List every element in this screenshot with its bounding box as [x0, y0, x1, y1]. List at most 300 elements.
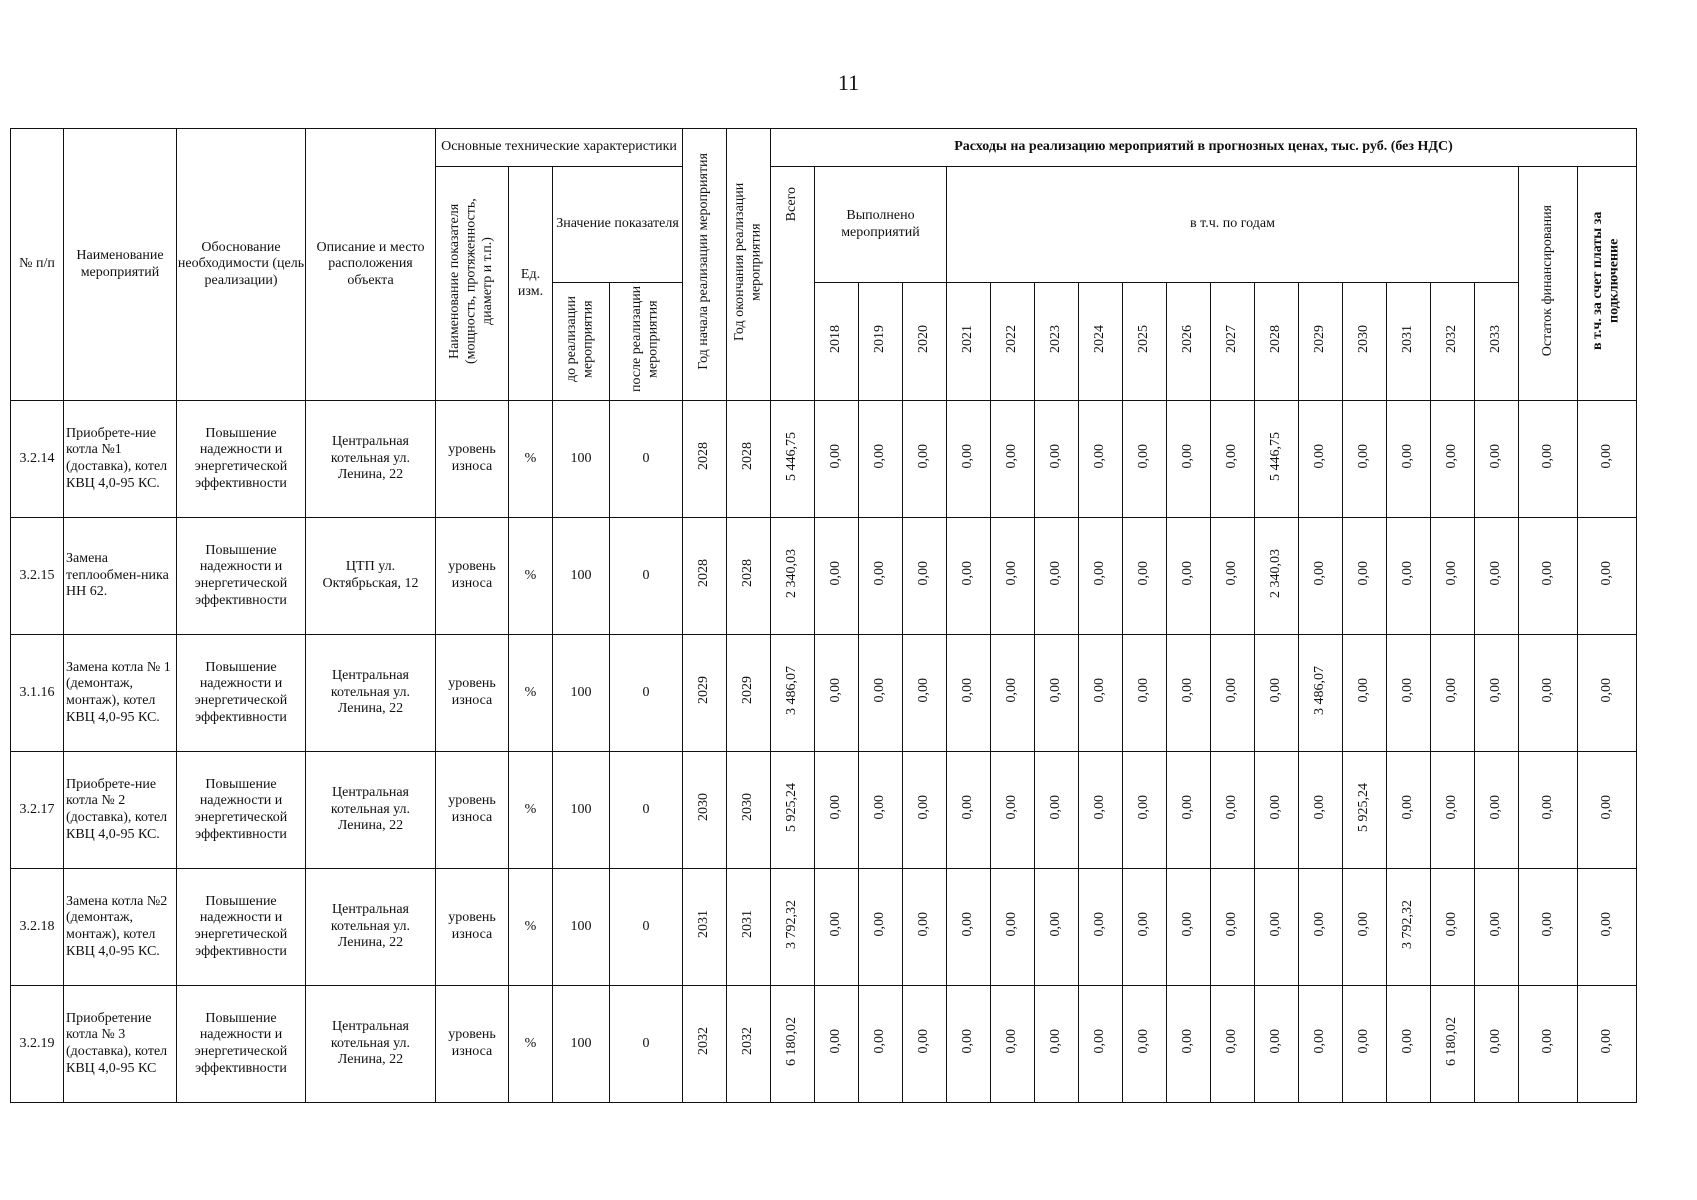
- cell-year-2032-text: 0,00: [1444, 560, 1460, 586]
- cell-year-2027-text: 0,00: [1224, 911, 1240, 937]
- header-year-2027-text: 2027: [1224, 324, 1240, 353]
- cell-after: 0: [610, 518, 683, 635]
- cell-year-2024: [1079, 986, 1123, 1103]
- cell-year-2033: [1475, 869, 1519, 986]
- cell-year-2021: [947, 752, 991, 869]
- cell-start-year-text: 2031: [696, 910, 712, 939]
- cell-connection-text: 0,00: [1598, 677, 1614, 703]
- cell-year-2021: [947, 518, 991, 635]
- cell-num: 3.2.17: [11, 752, 64, 869]
- cell-connection: [1578, 752, 1637, 869]
- cell-year-2031-text: 0,00: [1400, 560, 1416, 586]
- header-year-2027: [1211, 283, 1255, 401]
- cell-year-2023: [1035, 518, 1079, 635]
- cell-year-2026: [1167, 518, 1211, 635]
- cell-remaining: [1519, 986, 1578, 1103]
- table-row: [11, 752, 1637, 869]
- table-header: [11, 129, 1637, 401]
- cell-year-2029: [1299, 635, 1343, 752]
- table-row: [11, 401, 1637, 518]
- cell-done-2018-text: 0,00: [828, 443, 844, 469]
- cell-year-2024: [1079, 869, 1123, 986]
- cell-year-2029-text: 0,00: [1312, 911, 1328, 937]
- cell-year-2021-text: 0,00: [960, 794, 976, 820]
- cell-year-2021: [947, 986, 991, 1103]
- cell-remaining-text: 0,00: [1539, 677, 1555, 703]
- cell-year-2026: [1167, 635, 1211, 752]
- header-start-year-text: Год начала реализации мероприятия: [696, 153, 712, 371]
- cell-year-2030-text: 0,00: [1356, 560, 1372, 586]
- cell-year-2021-text: 0,00: [960, 911, 976, 937]
- cell-year-2025: [1123, 869, 1167, 986]
- cell-done-2020-text: 0,00: [916, 560, 932, 586]
- cell-year-2030-text: 0,00: [1356, 1028, 1372, 1054]
- cell-year-2028-text: 0,00: [1268, 794, 1284, 820]
- cell-year-2023: [1035, 869, 1079, 986]
- header-remaining-text: Остаток финансирования: [1539, 205, 1555, 357]
- cell-year-2033: [1475, 752, 1519, 869]
- cell-unit: %: [509, 635, 553, 752]
- header-before-text: до реализации мероприятия: [564, 295, 596, 382]
- cell-total-text: 5 446,75: [784, 431, 800, 481]
- cell-year-2024: [1079, 635, 1123, 752]
- cell-done-2018-text: 0,00: [828, 1028, 844, 1054]
- header-description: Описание и место расположения объекта: [306, 129, 436, 401]
- header-num: № п/п: [11, 129, 64, 401]
- cell-done-2020-text: 0,00: [916, 794, 932, 820]
- cell-end-year: [727, 986, 771, 1103]
- cell-year-2022-text: 0,00: [1004, 911, 1020, 937]
- cell-year-2021-text: 0,00: [960, 677, 976, 703]
- cell-year-2033-text: 0,00: [1488, 911, 1504, 937]
- cell-after: 0: [610, 401, 683, 518]
- cell-year-2027-text: 0,00: [1224, 443, 1240, 469]
- header-year-2022-text: 2022: [1004, 324, 1020, 353]
- header-total-text: Всего: [784, 187, 800, 222]
- cell-year-2026-text: 0,00: [1180, 794, 1196, 820]
- cell-start-year: [683, 986, 727, 1103]
- cell-year-2022: [991, 986, 1035, 1103]
- cell-year-2025-text: 0,00: [1136, 911, 1152, 937]
- cell-year-2025: [1123, 752, 1167, 869]
- cell-total-text: 5 925,24: [784, 782, 800, 832]
- cell-year-2026-text: 0,00: [1180, 1028, 1196, 1054]
- cell-end-year: [727, 401, 771, 518]
- cell-name: Приобрете-ние котла №1 (доставка), котел КВЦ 4,0-95 КС.: [64, 401, 177, 518]
- cell-year-2030: [1343, 518, 1387, 635]
- cell-year-2022-text: 0,00: [1004, 677, 1020, 703]
- cell-done-2018-text: 0,00: [828, 794, 844, 820]
- cell-done-2020-text: 0,00: [916, 911, 932, 937]
- cell-total: [771, 635, 815, 752]
- header-remaining: [1519, 167, 1578, 401]
- cell-done-2019: [859, 869, 903, 986]
- cell-year-2022-text: 0,00: [1004, 443, 1020, 469]
- cell-done-2018: [815, 635, 859, 752]
- header-year-2020-text: 2020: [916, 324, 932, 353]
- cell-year-2024-text: 0,00: [1092, 560, 1108, 586]
- header-year-2021-text: 2021: [960, 324, 976, 353]
- cell-year-2033-text: 0,00: [1488, 677, 1504, 703]
- cell-year-2024-text: 0,00: [1092, 911, 1108, 937]
- cell-year-2028-text: 5 446,75: [1268, 431, 1284, 481]
- header-year-2020: [903, 283, 947, 401]
- cell-done-2019-text: 0,00: [872, 560, 888, 586]
- header-year-2026-text: 2026: [1180, 324, 1196, 353]
- header-year-2024-text: 2024: [1092, 324, 1108, 353]
- cell-description: ЦТП ул. Октябрьская, 12: [306, 518, 436, 635]
- cell-year-2022: [991, 752, 1035, 869]
- cell-done-2020: [903, 752, 947, 869]
- cell-year-2033-text: 0,00: [1488, 560, 1504, 586]
- header-year-2029: [1299, 283, 1343, 401]
- cell-year-2031: [1387, 986, 1431, 1103]
- cell-year-2032: [1431, 986, 1475, 1103]
- cell-remaining: [1519, 518, 1578, 635]
- header-year-2019: [859, 283, 903, 401]
- cell-year-2032-text: 0,00: [1444, 794, 1460, 820]
- cell-year-2031: [1387, 869, 1431, 986]
- cell-year-2033: [1475, 635, 1519, 752]
- cell-start-year: [683, 752, 727, 869]
- cell-year-2029: [1299, 986, 1343, 1103]
- cell-indicator: уровень износа: [436, 401, 509, 518]
- cell-end-year: [727, 869, 771, 986]
- cell-done-2020: [903, 869, 947, 986]
- cell-num: 3.2.14: [11, 401, 64, 518]
- header-year-2030: [1343, 283, 1387, 401]
- cell-start-year: [683, 401, 727, 518]
- cell-done-2019-text: 0,00: [872, 443, 888, 469]
- cell-description: Центральная котельная ул. Ленина, 22: [306, 635, 436, 752]
- cell-year-2025-text: 0,00: [1136, 677, 1152, 703]
- cell-year-2032: [1431, 635, 1475, 752]
- cell-done-2020-text: 0,00: [916, 443, 932, 469]
- cell-year-2028: [1255, 986, 1299, 1103]
- cell-year-2021: [947, 635, 991, 752]
- cell-justification: Повышение надежности и энергетической эффективности: [177, 869, 306, 986]
- cell-year-2029-text: 0,00: [1312, 794, 1328, 820]
- header-name: Наименование мероприятий: [64, 129, 177, 401]
- header-unit: Ед. изм.: [509, 167, 553, 401]
- header-value-group: Значение показателя: [553, 167, 683, 283]
- cell-end-year: [727, 518, 771, 635]
- cell-year-2025: [1123, 986, 1167, 1103]
- cell-year-2031: [1387, 752, 1431, 869]
- header-year-2025: [1123, 283, 1167, 401]
- header-year-2033: [1475, 283, 1519, 401]
- cell-before: 100: [553, 752, 610, 869]
- header-costs-group: Расходы на реализацию мероприятий в прогнозных ценах, тыс. руб. (без НДС): [771, 129, 1637, 167]
- header-after-text: после реализации мероприятия: [629, 285, 661, 392]
- header-indicator-name: [436, 167, 509, 401]
- cell-year-2029-text: 0,00: [1312, 443, 1328, 469]
- cell-year-2023-text: 0,00: [1048, 911, 1064, 937]
- cell-remaining: [1519, 401, 1578, 518]
- cell-year-2023-text: 0,00: [1048, 677, 1064, 703]
- cell-year-2032: [1431, 401, 1475, 518]
- cell-year-2025: [1123, 401, 1167, 518]
- cell-year-2022: [991, 869, 1035, 986]
- cell-end-year: [727, 635, 771, 752]
- cell-done-2020: [903, 635, 947, 752]
- header-year-2032: [1431, 283, 1475, 401]
- cell-year-2029: [1299, 869, 1343, 986]
- cell-year-2031: [1387, 518, 1431, 635]
- cell-end-year-text: 2028: [740, 559, 756, 588]
- cell-year-2031-text: 0,00: [1400, 677, 1416, 703]
- cell-year-2031: [1387, 635, 1431, 752]
- cell-justification: Повышение надежности и энергетической эффективности: [177, 518, 306, 635]
- cell-year-2033-text: 0,00: [1488, 794, 1504, 820]
- cell-total: [771, 986, 815, 1103]
- header-year-2022: [991, 283, 1035, 401]
- cell-year-2030: [1343, 752, 1387, 869]
- cell-year-2028: [1255, 869, 1299, 986]
- cell-remaining-text: 0,00: [1539, 1028, 1555, 1054]
- header-year-2028-text: 2028: [1268, 324, 1284, 353]
- cell-year-2025: [1123, 518, 1167, 635]
- cell-year-2029-text: 3 486,07: [1312, 665, 1328, 715]
- header-year-2032-text: 2032: [1444, 324, 1460, 353]
- cell-done-2019: [859, 752, 903, 869]
- cell-num: 3.2.15: [11, 518, 64, 635]
- header-connection-text: в т.ч. за счет платы за подключение: [1590, 211, 1622, 350]
- cell-name: Замена котла №2 (демонтаж, монтаж), котел КВЦ 4,0-95 КС.: [64, 869, 177, 986]
- header-tech-group: Основные технические характеристики: [436, 129, 683, 167]
- cell-remaining-text: 0,00: [1539, 560, 1555, 586]
- cell-indicator: уровень износа: [436, 869, 509, 986]
- header-indicator-name-text: Наименование показателя (мощность, протяженность, диаметр и т.п.): [447, 197, 496, 364]
- cell-year-2027: [1211, 635, 1255, 752]
- header-total: [771, 167, 815, 401]
- cell-num: 3.2.19: [11, 986, 64, 1103]
- cell-year-2032-text: 0,00: [1444, 911, 1460, 937]
- cell-year-2023: [1035, 752, 1079, 869]
- cell-year-2026-text: 0,00: [1180, 911, 1196, 937]
- cell-description: Центральная котельная ул. Ленина, 22: [306, 401, 436, 518]
- cell-year-2021: [947, 869, 991, 986]
- header-year-2033-text: 2033: [1488, 324, 1504, 353]
- cell-done-2018: [815, 986, 859, 1103]
- cell-year-2023: [1035, 635, 1079, 752]
- cell-end-year: [727, 752, 771, 869]
- cell-year-2022: [991, 518, 1035, 635]
- cell-start-year: [683, 635, 727, 752]
- header-year-2018-text: 2018: [828, 324, 844, 353]
- cell-year-2023: [1035, 401, 1079, 518]
- cell-year-2030-text: 0,00: [1356, 443, 1372, 469]
- cell-connection: [1578, 635, 1637, 752]
- cell-done-2020-text: 0,00: [916, 677, 932, 703]
- cell-remaining-text: 0,00: [1539, 794, 1555, 820]
- cell-connection: [1578, 401, 1637, 518]
- page-number: 11: [837, 70, 860, 95]
- cell-year-2033-text: 0,00: [1488, 1028, 1504, 1054]
- cell-justification: Повышение надежности и энергетической эффективности: [177, 986, 306, 1103]
- cell-year-2022-text: 0,00: [1004, 560, 1020, 586]
- cell-num: 3.1.16: [11, 635, 64, 752]
- cell-total-text: 6 180,02: [784, 1016, 800, 1066]
- cell-year-2029: [1299, 401, 1343, 518]
- cell-after: 0: [610, 986, 683, 1103]
- table-row: [11, 635, 1637, 752]
- cell-description: Центральная котельная ул. Ленина, 22: [306, 752, 436, 869]
- cell-done-2019-text: 0,00: [872, 911, 888, 937]
- header-start-year: [683, 129, 727, 401]
- header-year-2025-text: 2025: [1136, 324, 1152, 353]
- cell-remaining: [1519, 635, 1578, 752]
- cell-total: [771, 518, 815, 635]
- cell-after: 0: [610, 752, 683, 869]
- cell-done-2019: [859, 518, 903, 635]
- cell-start-year-text: 2028: [696, 559, 712, 588]
- cell-done-2019-text: 0,00: [872, 677, 888, 703]
- cell-name: Замена теплообмен-ника НН 62.: [64, 518, 177, 635]
- cell-connection: [1578, 518, 1637, 635]
- header-year-2024: [1079, 283, 1123, 401]
- cell-year-2030-text: 0,00: [1356, 677, 1372, 703]
- cell-start-year-text: 2030: [696, 793, 712, 822]
- cell-before: 100: [553, 518, 610, 635]
- cell-total-text: 3 486,07: [784, 665, 800, 715]
- cell-done-2020: [903, 986, 947, 1103]
- cell-before: 100: [553, 401, 610, 518]
- cell-unit: %: [509, 401, 553, 518]
- cell-before: 100: [553, 635, 610, 752]
- cell-year-2031-text: 0,00: [1400, 1028, 1416, 1054]
- cell-done-2019: [859, 986, 903, 1103]
- cell-unit: %: [509, 869, 553, 986]
- cell-year-2021-text: 0,00: [960, 1028, 976, 1054]
- cell-year-2029: [1299, 518, 1343, 635]
- cell-justification: Повышение надежности и энергетической эффективности: [177, 752, 306, 869]
- cell-year-2027-text: 0,00: [1224, 677, 1240, 703]
- cell-unit: %: [509, 752, 553, 869]
- header-year-2023: [1035, 283, 1079, 401]
- cell-justification: Повышение надежности и энергетической эффективности: [177, 635, 306, 752]
- cell-year-2023-text: 0,00: [1048, 1028, 1064, 1054]
- cell-year-2024-text: 0,00: [1092, 1028, 1108, 1054]
- cell-year-2031-text: 0,00: [1400, 443, 1416, 469]
- cell-total: [771, 752, 815, 869]
- cell-year-2022: [991, 635, 1035, 752]
- cell-indicator: уровень износа: [436, 518, 509, 635]
- cell-year-2028: [1255, 401, 1299, 518]
- cell-description: Центральная котельная ул. Ленина, 22: [306, 869, 436, 986]
- cell-year-2025-text: 0,00: [1136, 1028, 1152, 1054]
- cell-before: 100: [553, 986, 610, 1103]
- cell-year-2033: [1475, 518, 1519, 635]
- header-year-2030-text: 2030: [1356, 324, 1372, 353]
- cell-year-2027: [1211, 401, 1255, 518]
- cell-year-2027: [1211, 518, 1255, 635]
- cell-year-2029-text: 0,00: [1312, 560, 1328, 586]
- header-year-2031-text: 2031: [1400, 324, 1416, 353]
- header-year-2029-text: 2029: [1312, 324, 1328, 353]
- cell-year-2029-text: 0,00: [1312, 1028, 1328, 1054]
- cell-before: 100: [553, 869, 610, 986]
- cell-year-2026: [1167, 401, 1211, 518]
- header-year-2021: [947, 283, 991, 401]
- cell-remaining-text: 0,00: [1539, 443, 1555, 469]
- cell-unit: %: [509, 518, 553, 635]
- cell-done-2020: [903, 518, 947, 635]
- cell-connection: [1578, 869, 1637, 986]
- cell-year-2023: [1035, 986, 1079, 1103]
- cell-connection-text: 0,00: [1598, 911, 1614, 937]
- table-body: [11, 401, 1637, 1103]
- cell-year-2021: [947, 401, 991, 518]
- cell-year-2031: [1387, 401, 1431, 518]
- cell-done-2018-text: 0,00: [828, 911, 844, 937]
- cell-year-2032-text: 0,00: [1444, 443, 1460, 469]
- cell-name: Приобрете-ние котла № 2 (доставка), котел КВЦ 4,0-95 КС.: [64, 752, 177, 869]
- cell-start-year-text: 2029: [696, 676, 712, 705]
- cell-start-year: [683, 869, 727, 986]
- cell-year-2026: [1167, 752, 1211, 869]
- cell-year-2024: [1079, 401, 1123, 518]
- cell-year-2028: [1255, 635, 1299, 752]
- cell-connection-text: 0,00: [1598, 1028, 1614, 1054]
- cell-year-2028: [1255, 752, 1299, 869]
- cell-indicator: уровень износа: [436, 635, 509, 752]
- cell-year-2031-text: 0,00: [1400, 794, 1416, 820]
- cell-year-2030: [1343, 986, 1387, 1103]
- header-end-year-text: Год окончания реализации мероприятия: [731, 182, 764, 341]
- header-after: [610, 283, 683, 401]
- cell-total-text: 2 340,03: [784, 548, 800, 598]
- cell-start-year-text: 2028: [696, 442, 712, 471]
- cell-year-2023-text: 0,00: [1048, 443, 1064, 469]
- cell-year-2024: [1079, 752, 1123, 869]
- cell-year-2025-text: 0,00: [1136, 560, 1152, 586]
- cell-year-2023-text: 0,00: [1048, 794, 1064, 820]
- cell-year-2024: [1079, 518, 1123, 635]
- cell-year-2022: [991, 401, 1035, 518]
- cell-year-2028-text: 0,00: [1268, 1028, 1284, 1054]
- cell-start-year: [683, 518, 727, 635]
- cell-year-2028: [1255, 518, 1299, 635]
- header-before: [553, 283, 610, 401]
- cell-year-2033-text: 0,00: [1488, 443, 1504, 469]
- cell-year-2026-text: 0,00: [1180, 443, 1196, 469]
- cell-connection-text: 0,00: [1598, 560, 1614, 586]
- cell-connection-text: 0,00: [1598, 443, 1614, 469]
- cell-done-2020: [903, 401, 947, 518]
- cell-done-2018: [815, 518, 859, 635]
- cell-remaining: [1519, 869, 1578, 986]
- cell-remaining: [1519, 752, 1578, 869]
- header-year-2026: [1167, 283, 1211, 401]
- cell-after: 0: [610, 635, 683, 752]
- cell-year-2027: [1211, 986, 1255, 1103]
- cell-year-2025-text: 0,00: [1136, 794, 1152, 820]
- cell-done-2019: [859, 635, 903, 752]
- cell-indicator: уровень износа: [436, 752, 509, 869]
- cell-total: [771, 401, 815, 518]
- cell-year-2032: [1431, 518, 1475, 635]
- cell-year-2027-text: 0,00: [1224, 1028, 1240, 1054]
- cell-justification: Повышение надежности и энергетической эффективности: [177, 401, 306, 518]
- cell-year-2027: [1211, 752, 1255, 869]
- cell-end-year-text: 2032: [740, 1027, 756, 1056]
- cell-num: 3.2.18: [11, 869, 64, 986]
- cell-year-2032-text: 0,00: [1444, 677, 1460, 703]
- header-by-years: в т.ч. по годам: [947, 167, 1519, 283]
- header-year-2019-text: 2019: [872, 324, 888, 353]
- cell-year-2024-text: 0,00: [1092, 443, 1108, 469]
